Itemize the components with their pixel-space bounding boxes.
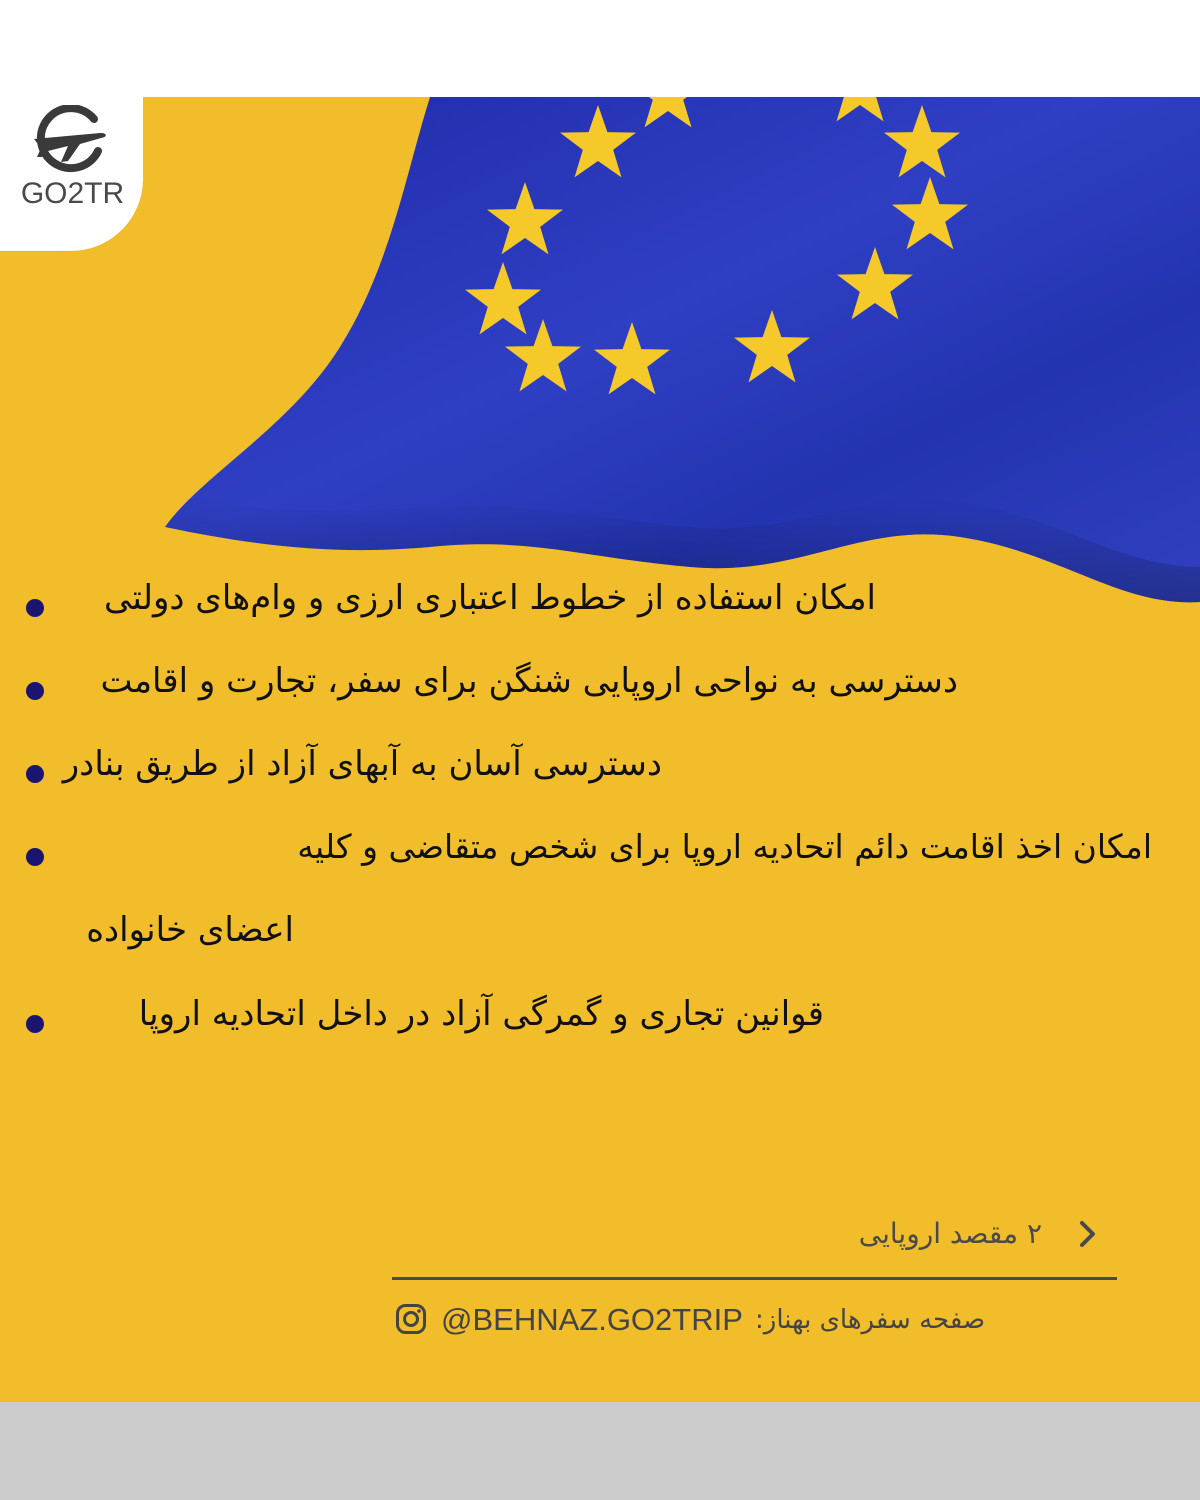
instagram-icon: [395, 1303, 427, 1335]
bullet-dot: [26, 848, 44, 866]
eu-flag-image: [0, 97, 1200, 617]
bullet-dot: [26, 599, 44, 617]
divider: [392, 1277, 1117, 1280]
logo-text: GO2TR: [20, 177, 125, 210]
chevron-right-icon: [1076, 1220, 1098, 1248]
footer-instagram[interactable]: [395, 1298, 1055, 1342]
bullet-text-5: قوانین تجاری و گمرگی آزاد در داخل اتحادیه اروپا: [138, 994, 824, 1034]
bullet-text-1: امکان استفاده از خطوط اعتباری ارزی و وام‌های دولتی: [103, 578, 876, 618]
next-destination-link[interactable]: [860, 1212, 1120, 1256]
bullet-text-3: دسترسی آسان به آبهای آزاد از طریق بنادر: [62, 744, 662, 784]
bullet-dot: [26, 1015, 44, 1033]
bullet-dot: [26, 765, 44, 783]
airplane-logo-icon: [28, 105, 108, 175]
footer-label: صفحه سفرهای بهناز:: [755, 1305, 986, 1335]
bullet-text-2: دسترسی به نواحی اروپایی شنگن برای سفر، تجارت و اقامت: [100, 661, 958, 701]
footer-handle: @BEHNAZ.GO2TRIP: [441, 1302, 743, 1337]
bullet-dot: [26, 682, 44, 700]
bottom-margin: [0, 1402, 1200, 1500]
top-margin: [0, 0, 1200, 97]
next-destination-label: ۲ مقصد اروپایی: [858, 1217, 1042, 1250]
bullet-text-4-cont: اعضای خانواده: [86, 910, 294, 950]
bullet-text-4: امکان اخذ اقامت دائم اتحادیه اروپا برای شخص متقاضی و کلیه: [297, 827, 1152, 866]
